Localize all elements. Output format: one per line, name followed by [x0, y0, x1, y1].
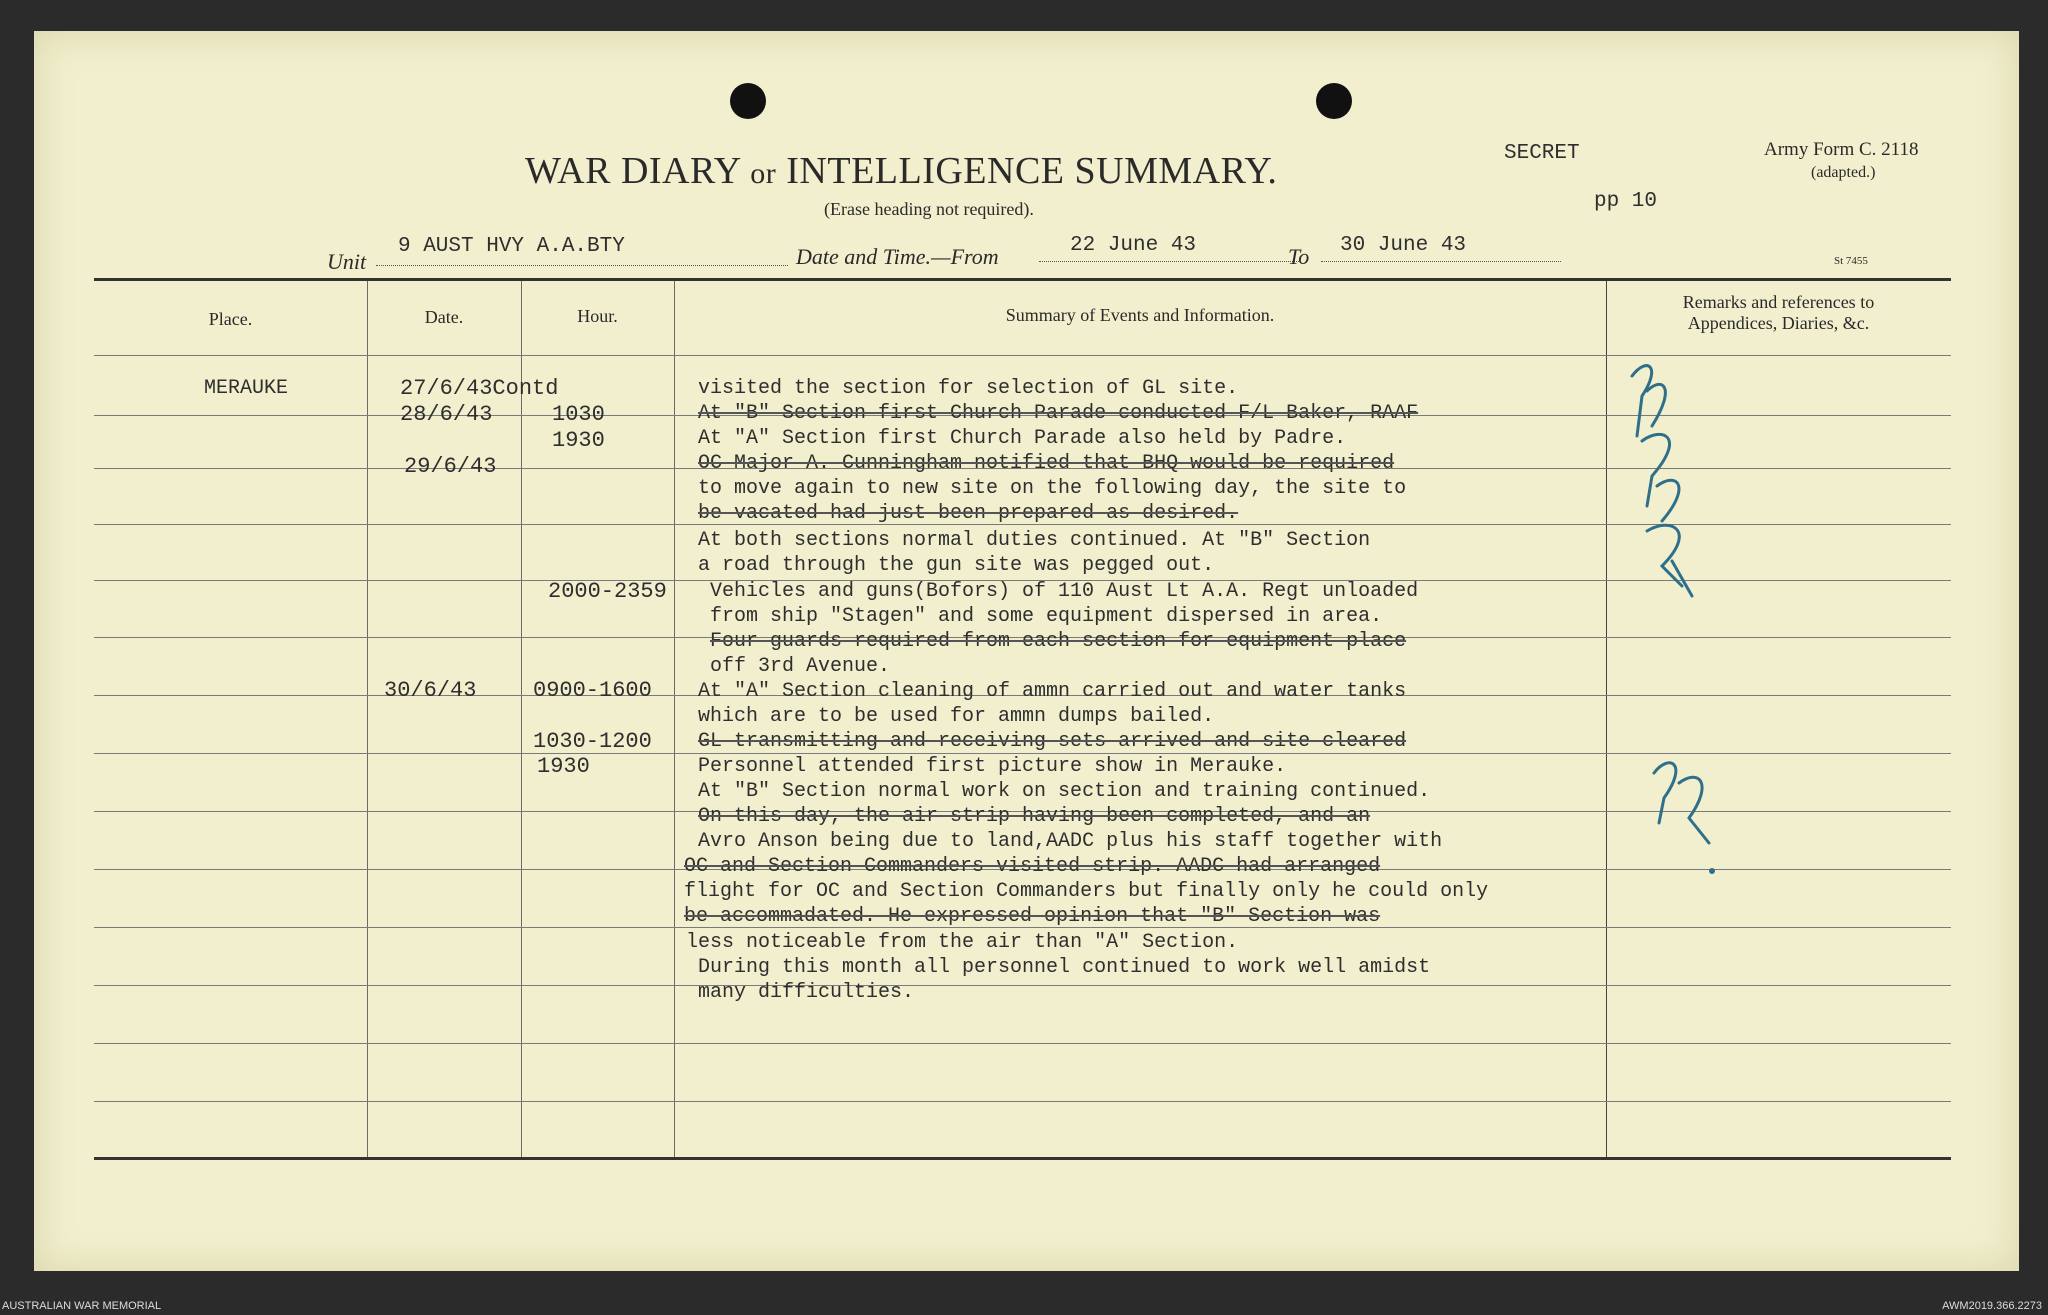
- summary-line: Four guards required from each section for equipment place: [710, 630, 1407, 653]
- stock-number: St 7455: [1834, 255, 1868, 267]
- summary-line: be vacated had just been prepared as desired.: [698, 502, 1239, 525]
- summary-line: On this day, the air strip having been completed, and an: [698, 805, 1371, 828]
- table-bottom-rule: [94, 1157, 1951, 1160]
- summary-line: from ship "Stagen" and some equipment dispersed in area.: [710, 605, 1383, 628]
- date-from-underline: [1039, 261, 1301, 262]
- erase-note: (Erase heading not required).: [824, 199, 1034, 219]
- ruled-line: [94, 1043, 1951, 1044]
- summary-line: At both sections normal duties continued. At "B" Section: [698, 529, 1371, 552]
- summary-line: At "B" Section normal work on section and training continued.: [698, 780, 1431, 803]
- summary-line: At "A" Section cleaning of ammn carried out and water tanks: [698, 680, 1407, 703]
- summary-line: At "B" Section first Church Parade conducted F/L Baker, RAAF: [698, 402, 1419, 425]
- summary-line: which are to be used for ammn dumps bailed.: [698, 705, 1215, 728]
- summary-line: a road through the gun site was pegged out.: [698, 554, 1215, 577]
- ruled-line: [94, 985, 1951, 986]
- summary-line: be accommadated. He expressed opinion that "B" Section was: [684, 905, 1381, 928]
- column-divider-date: [521, 281, 522, 1157]
- hour-entry: 0900-1600: [533, 678, 652, 703]
- form-title: [525, 149, 1277, 193]
- title-or: or: [750, 157, 777, 190]
- classification-stamp: SECRET: [1504, 142, 1580, 165]
- summary-line: Vehicles and guns(Bofors) of 110 Aust Lt A.A. Regt unloaded: [710, 580, 1419, 603]
- summary-line: off 3rd Avenue.: [710, 655, 891, 678]
- summary-line: During this month all personnel continued to work well amidst: [698, 956, 1431, 979]
- hour-entry: 1930: [537, 754, 590, 779]
- summary-line: OC Major A. Cunningham notified that BHQ would be required: [698, 452, 1395, 475]
- column-header-remarks: [1606, 292, 1951, 334]
- summary-line: visited the section for selection of GL site.: [698, 377, 1239, 400]
- handwritten-initials-lower: [1634, 743, 1754, 893]
- remarks-header-line-2: Appendices, Diaries, &c.: [1687, 313, 1870, 333]
- date-to-value: 30 June 43: [1340, 234, 1467, 257]
- document-sheet: [34, 31, 2019, 1271]
- footer-reference-number: AWM2019.366.2273: [1942, 1300, 2042, 1312]
- column-divider-hour: [674, 281, 675, 1157]
- summary-line: flight for OC and Section Commanders but finally only he could only: [684, 880, 1489, 903]
- summary-line: many difficulties.: [698, 981, 915, 1004]
- date-label: Date and Time.—From: [796, 244, 999, 269]
- date-from-value: 22 June 43: [1070, 234, 1197, 257]
- summary-line: Personnel attended first picture show in Merauke.: [698, 755, 1287, 778]
- summary-line: less noticeable from the air than "A" Section.: [686, 931, 1239, 954]
- summary-line: GL transmitting and receiving sets arrived and site cleared: [698, 730, 1407, 753]
- column-header-place: Place.: [208, 309, 253, 329]
- table-top-rule: [94, 278, 1951, 281]
- summary-line: OC and Section Commanders visited strip. AADC had arranged: [684, 855, 1381, 878]
- hour-entry: 1030: [552, 402, 605, 427]
- summary-line: to move again to new site on the following day, the site to: [698, 477, 1407, 500]
- remarks-header-line-1: Remarks and references to: [1682, 292, 1875, 312]
- date-to-underline: [1321, 261, 1561, 262]
- ruled-line: [94, 1101, 1951, 1102]
- date-entry: 27/6/43Contd: [400, 376, 559, 401]
- unit-label: Unit: [327, 249, 367, 274]
- date-entry: 29/6/43: [404, 454, 497, 479]
- hour-entry: 1930: [552, 428, 605, 453]
- form-number: Army Form C. 2118: [1764, 139, 1919, 160]
- column-header-date: Date.: [424, 307, 464, 327]
- title-war-diary: WAR DIARY: [525, 150, 741, 192]
- hour-entry: 1030-1200: [533, 729, 652, 754]
- punch-hole-left: [730, 83, 766, 119]
- date-entry: 30/6/43: [384, 678, 477, 703]
- unit-underline: [376, 265, 788, 266]
- column-header-hour: Hour.: [577, 306, 618, 326]
- punch-hole-right: [1316, 83, 1352, 119]
- summary-line: At "A" Section first Church Parade also held by Padre.: [698, 427, 1347, 450]
- column-header-summary: Summary of Events and Information.: [1005, 305, 1275, 325]
- date-entry: 28/6/43: [400, 402, 493, 427]
- to-label: To: [1288, 244, 1310, 269]
- column-divider-place: [367, 281, 368, 1157]
- unit-value: 9 AUST HVY A.A.BTY: [398, 235, 625, 258]
- page-number: pp 10: [1594, 190, 1658, 213]
- footer-archive-label: AUSTRALIAN WAR MEMORIAL: [2, 1300, 162, 1312]
- form-adapted: (adapted.): [1811, 164, 1876, 181]
- place-value: MERAUKE: [204, 377, 289, 400]
- hour-entry: 2000-2359: [548, 579, 667, 604]
- title-intelligence-summary: INTELLIGENCE SUMMARY.: [786, 150, 1278, 192]
- handwritten-initials-upper: [1592, 346, 1732, 616]
- summary-line: Avro Anson being due to land,AADC plus his staff together with: [698, 830, 1443, 853]
